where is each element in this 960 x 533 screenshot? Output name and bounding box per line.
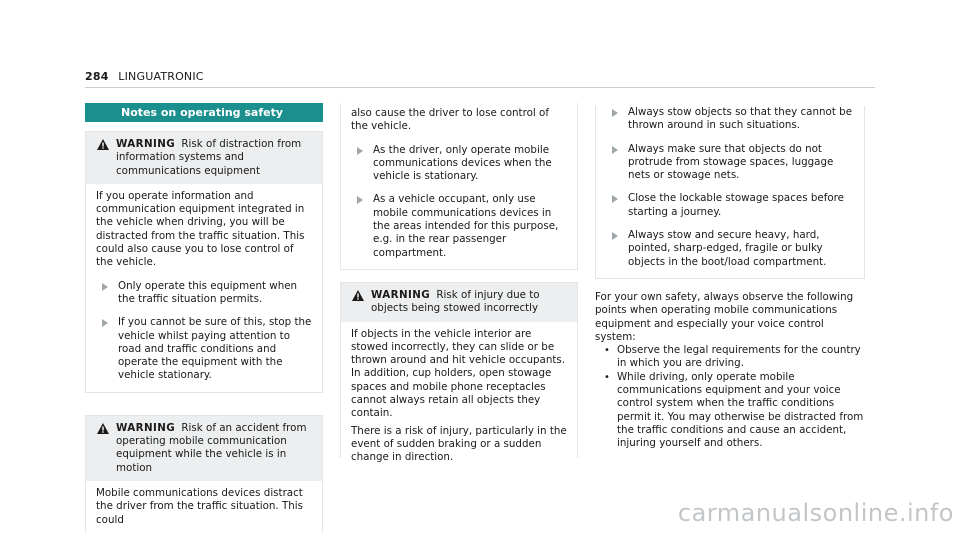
step-item [96, 280, 312, 307]
warning-paragraph: There is a risk of injury, particularly in the event of sudden braking or a sudden change in direction. [351, 424, 567, 464]
warning-label: WARNING [116, 138, 176, 150]
warning-header [86, 132, 322, 184]
watermark: carmanualsonline.info [677, 499, 954, 527]
arrow-right-icon [612, 109, 618, 117]
warning-text: Risk of an accident from operating mobile communication equipment while the vehicle is in motion [116, 421, 307, 474]
step-item [96, 316, 312, 382]
arrow-right-icon [612, 232, 618, 240]
warning-triangle-icon [352, 290, 364, 301]
section-name: LINGUATRONIC [118, 70, 204, 83]
arrow-right-icon [357, 147, 363, 155]
arrow-right-icon [357, 196, 363, 204]
column-3 [595, 103, 877, 451]
page-number: 284 [85, 70, 109, 83]
warning-box-objects [340, 282, 578, 464]
bullet-text: Observe the legal requirements for the country in which you are driving. [617, 344, 861, 370]
warning-paragraph: If objects in the vehicle interior are stowed incorrectly, they can slide or be thrown around and hit vehicle occupants. In addition, cup holders, open stowage spaces and mobile phone receptacles cannot always retain all objects they contain. [351, 327, 566, 420]
step-item [606, 143, 854, 183]
step-text: Always stow objects so that they cannot be thrown around in such situations. [628, 106, 853, 132]
warning-triangle-icon [97, 139, 109, 150]
warning-paragraph: If you operate information and communication equipment integrated in the vehicle when driving, you will be distracted from the traffic situation. This could also cause you to lose control of the vehicle. [96, 189, 305, 269]
arrow-right-icon [102, 319, 108, 327]
arrow-right-icon [612, 195, 618, 203]
page-header [85, 70, 204, 83]
warning-header [86, 416, 322, 481]
warning-body [341, 322, 577, 478]
warning-text: Risk of injury due to objects being stowed incorrectly [371, 288, 540, 315]
bullet-icon: • [604, 345, 610, 357]
step-item [351, 144, 567, 184]
warning-paragraph: Mobile communications devices distract the driver from the traffic situation. This could [96, 486, 304, 526]
bullet-text: While driving, only operate mobile communications equipment and your voice control system when the traffic conditions permit it. You may otherwise be distracted from the traffic conditions and cause an accident, injuring yourself and others. [617, 370, 864, 450]
step-text: As the driver, only operate mobile communications devices when the vehicle is stationary. [373, 143, 552, 183]
warning-box-mobile [85, 415, 323, 533]
warning-box-distraction [85, 131, 323, 393]
step-item [606, 106, 854, 133]
step-text: Always make sure that objects do not protrude from stowage spaces, luggage nets or stowage nets. [628, 142, 834, 182]
step-text: As a vehicle occupant, only use mobile communications devices in the areas intended for this purpose, e.g. in the rear passenger compartment. [373, 193, 559, 259]
warning-continued-text: also cause the driver to lose control of the vehicle. [351, 107, 549, 133]
warning-header [341, 283, 577, 322]
column-1 [85, 103, 323, 533]
step-item [351, 193, 567, 259]
arrow-right-icon [102, 283, 108, 291]
header-divider [85, 87, 875, 88]
warning-body [86, 184, 322, 392]
section-title: Notes on operating safety [85, 103, 323, 122]
warning-label: WARNING [116, 421, 176, 434]
step-text: Only operate this equipment when the traffic situation permits. [118, 279, 298, 305]
bullet-item [595, 371, 865, 451]
bullet-item [595, 344, 865, 371]
step-text: Always stow and secure heavy, hard, pointed, sharp-edged, fragile or bulky objects in the boot/load compartment. [628, 229, 827, 268]
bullet-icon: • [604, 371, 610, 383]
warning-triangle-icon [97, 423, 109, 434]
warning-continued-box [340, 103, 578, 270]
warning-continued-box [595, 106, 865, 279]
warning-body [86, 481, 322, 533]
step-text: Close the lockable stowage spaces before starting a journey. [628, 192, 844, 218]
safety-intro: For your own safety, always observe the following points when operating mobile communications equipment and especially your voice control system: [595, 290, 854, 343]
step-text: If you cannot be sure of this, stop the vehicle whilst paying attention to road and traffic conditions and operate the equipment with the vehicle stationary. [118, 316, 312, 382]
warning-label: WARNING [371, 288, 431, 301]
step-item [606, 229, 854, 269]
column-2 [340, 103, 578, 464]
warning-text: Risk of distraction from information systems and communications equipment [116, 138, 302, 177]
step-item [606, 192, 854, 219]
arrow-right-icon [612, 146, 618, 154]
